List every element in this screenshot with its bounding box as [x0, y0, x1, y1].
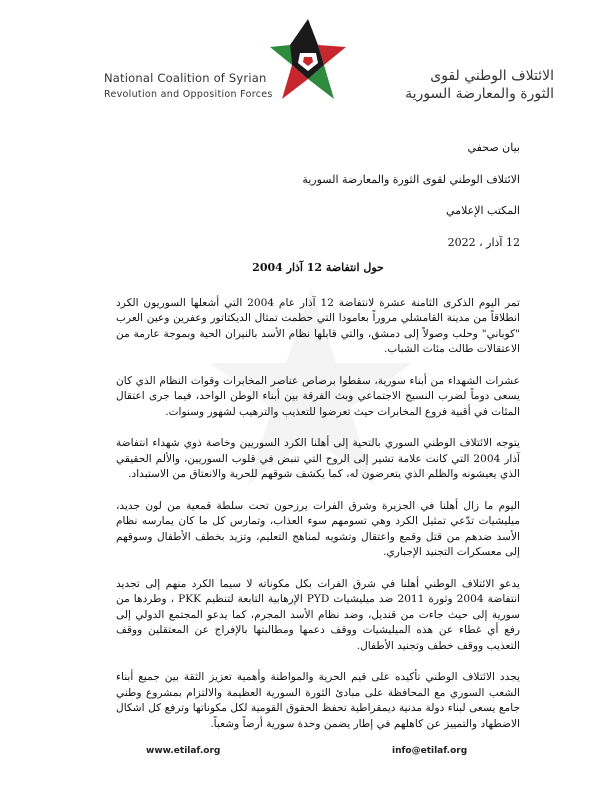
document-office: المكتب الإعلامي: [446, 204, 520, 217]
paragraph-2: عشرات الشهداء من أبناء سورية، سقطوا برصاص عناصر المخابرات وقوات النظام الذي كان يسعى دوماً لضرب النسيج الاجتماعي وبث الفرقة بين أبناء الوطن الواحد، فيما جرى اعتقال المئات في أقبية فروع المخابرات حيث تعرضوا للتعذيب والترهيب لشهور وسنوات.: [116, 374, 520, 418]
header-ar-line1: الائتلاف الوطني لقوى: [430, 68, 554, 84]
paragraph-4: اليوم ما زال أهلنا في الجزيرة وشرق الفرات يرزحون تحت سلطة قمعية من لون جديد، ميليشيات تدّعي تمثيل الكرد وهي تسومهم سوء العذاب، وتمارس كل ما كان يمارسه نظام الأسد ضدهم من قتل وقمع واعتقال وتشويه لمناهج التعليم، وتزيد بخطف الأطفال وسوقهم إلى معسكرات التجنيد الإجباري.: [116, 499, 520, 558]
paragraph-1: تمر اليوم الذكرى الثامنة عشرة لانتفاضة 12 آذار عام 2004 التي أشعلها السوريون الكرد انطلاقاً من مدينة القامشلي مروراً بعامودا التي حطمت تمثال الديكتاتور وعفرين وعين العرب "كوباني" وحلب وصولاً إلى دمشق، والتي قابلها نظام الأسد بالنيران الحية وبموجة عارمة من الاعتقالات طالت مئات الشباب.: [116, 296, 520, 355]
document-org: الائتلاف الوطني لقوى الثورة والمعارضة السورية: [302, 172, 520, 186]
coalition-star-logo-icon: [268, 15, 348, 105]
header-en-line1: National Coalition of Syrian: [104, 71, 267, 85]
paragraph-3: يتوجه الائتلاف الوطني السوري بالتحية إلى أهلنا الكرد السوريين وخاصة ذوي شهداء انتفاضة آذار 2004 التي كانت علامة تشير إلى الروح التي تنبض في قلوب السوريين، والألم الحقيقي الذي يعيشونه والظلم الذي يتعرضون له، كما يكشف شوقهم للحرية والانعتاق من الاستبداد.: [116, 437, 521, 480]
document-body: [116, 140, 520, 748]
header-en-line2: Revolution and Opposition Forces: [104, 89, 273, 100]
header-ar-line2: الثورة والمعارضة السورية: [405, 86, 554, 102]
document-label: بيان صحفي: [467, 141, 520, 154]
document-title: حول انتفاضة 12 آذار 2004: [252, 261, 384, 274]
paragraph-5: يدعو الائتلاف الوطني أهلنا في شرق الفرات بكل مكوناته لا سيما الكرد منهم إلى تجديد انتفاضة 2004 وثورة 2011 ضد ميليشيات PYD الإرهابية التابعة لتنظيم PKK ، وطردها من سورية إلى حيث جاءت من قنديل، وضد نظام الأسد المجرم، كما يدعو المجتمع الدولي إلى رفع أي غطاء عن هذه الميليشيات ووقف دعمها ومطالبتها بالإفراج عن المعتقلين ووقف التعذيب ووقف خطف وتجنيد الأطفال.: [116, 577, 520, 652]
footer-website-link[interactable]: www.etilaf.org: [146, 746, 221, 756]
document-date: 12 آذار ، 2022: [447, 235, 520, 249]
footer-email-link[interactable]: info@etilaf.org: [392, 746, 468, 756]
header-arabic: [354, 68, 554, 102]
header-english: [104, 71, 274, 100]
paragraph-6: يجدد الائتلاف الوطني تأكيده على قيم الحرية والمواطنة وأهمية تعزيز الثقة بين جميع أبناء الشعب السوري مع المحافظة على مبادئ الثورة السورية العظيمة والالتزام بمشروع وطني جامع يسعى لبناء دولة مدنية ديمقراطية تحفظ الحقوق القومية لكل مكوناتها وترفع كل اشكال الاضطهاد والتمييز عن كاهلهم في إطار يضمن وحدة سورية أرضاً وشعباً.: [116, 671, 520, 730]
